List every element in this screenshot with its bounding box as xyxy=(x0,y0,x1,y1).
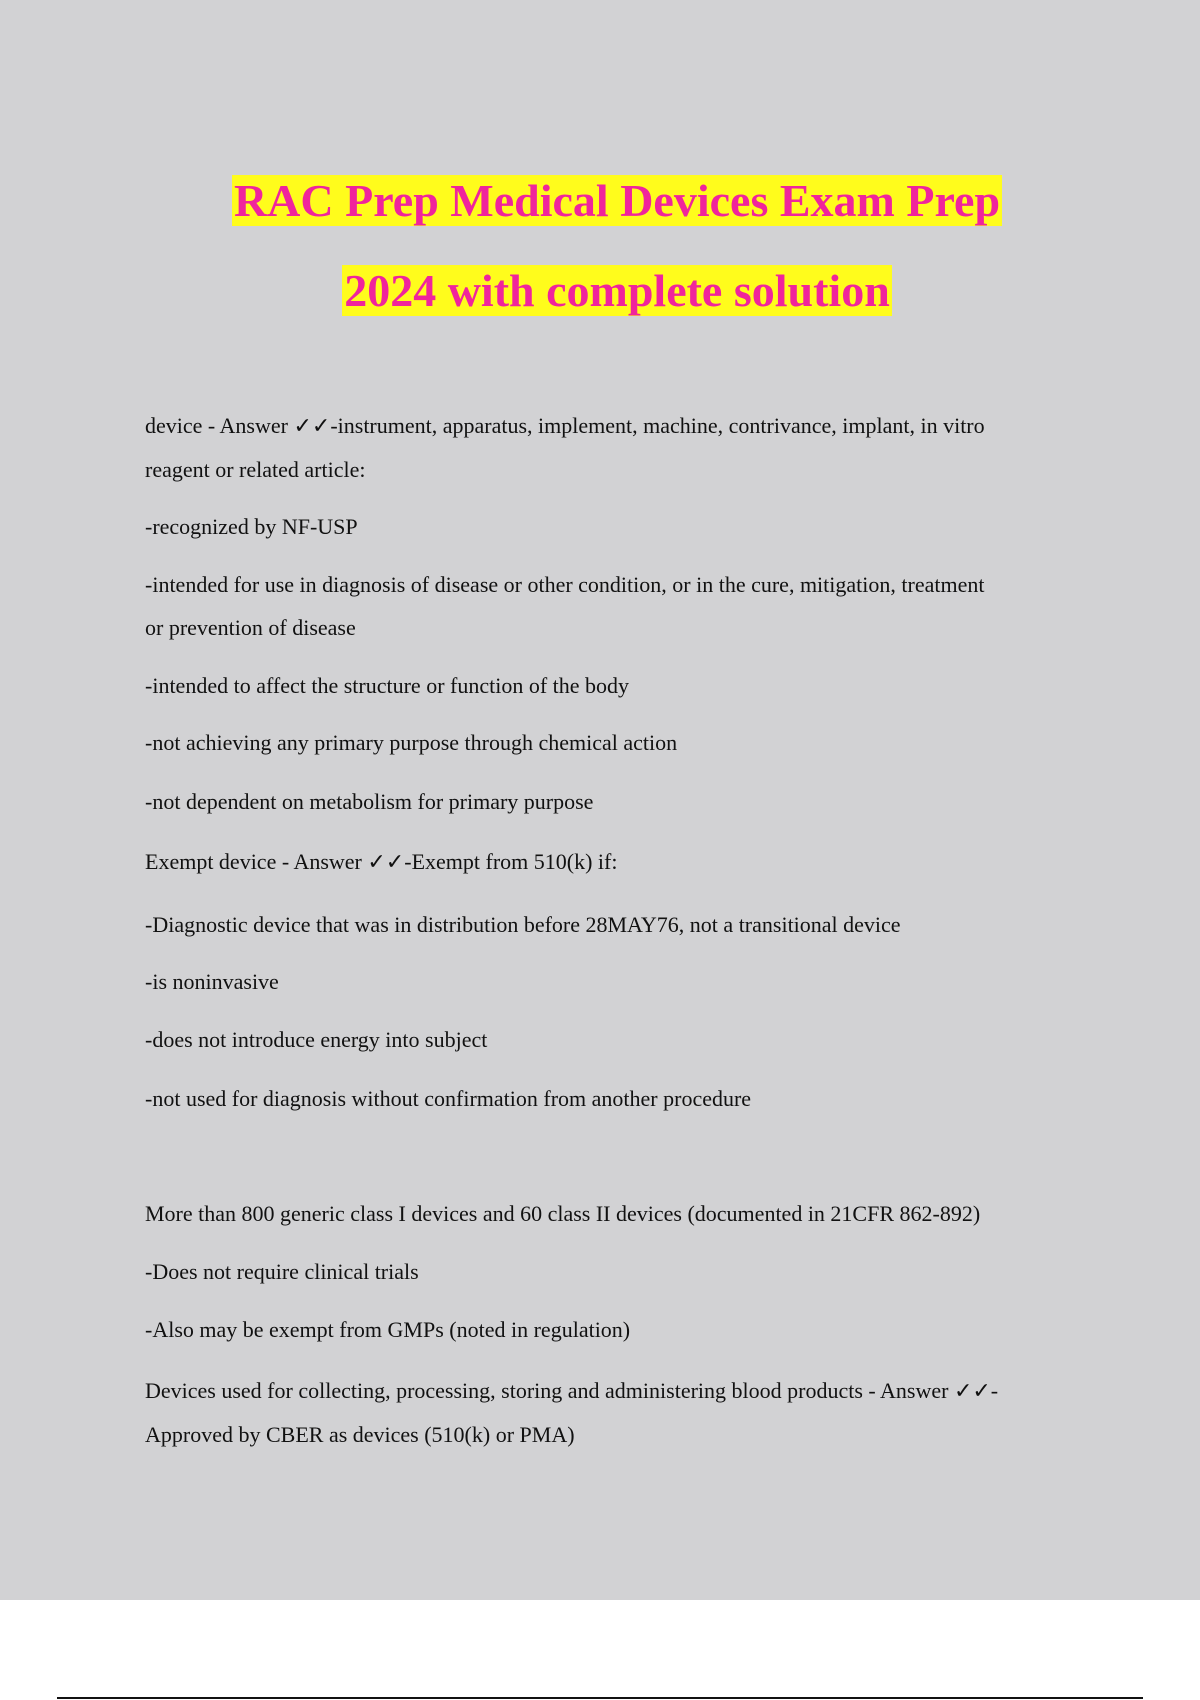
text-line-structure-function: -intended to affect the structure or function of the body xyxy=(145,673,630,698)
text-line-device-definition-cont: reagent or related article: xyxy=(145,457,366,482)
text-line-diagnostic-device: -Diagnostic device that was in distribution before 28MAY76, not a transitional device xyxy=(145,912,901,937)
text-line-clinical-trials: -Does not require clinical trials xyxy=(145,1259,419,1284)
text-line-chemical-action: -not achieving any primary purpose through chemical action xyxy=(145,730,678,755)
document-title-line-2 xyxy=(0,262,1200,320)
document-title-line-1 xyxy=(0,172,1200,230)
title-highlight-1: RAC Prep Medical Devices Exam Prep xyxy=(233,175,1001,226)
text-line-noninvasive: -is noninvasive xyxy=(145,969,279,994)
title-highlight-2: 2024 with complete solution xyxy=(344,265,890,316)
text-line-device-definition: device - Answer ✓✓-instrument, apparatus, implement, machine, contrivance, implant, in vitro xyxy=(145,413,985,438)
text-line-intended-diagnosis-cont: or prevention of disease xyxy=(145,615,356,640)
text-line-gmps: -Also may be exempt from GMPs (noted in regulation) xyxy=(145,1317,631,1342)
text-line-confirmation: -not used for diagnosis without confirmation from another procedure xyxy=(145,1086,752,1111)
text-line-recognized: -recognized by NF-USP xyxy=(145,514,358,539)
text-line-metabolism: -not dependent on metabolism for primary purpose xyxy=(145,789,594,814)
bottom-rule xyxy=(57,1697,1143,1699)
text-line-cber-approval: Approved by CBER as devices (510(k) or PMA) xyxy=(145,1422,575,1447)
text-line-blood-products: Devices used for collecting, processing, storing and administering blood products - Answer ✓✓- xyxy=(145,1378,999,1403)
text-line-intended-diagnosis: -intended for use in diagnosis of disease or other condition, or in the cure, mitigation, treatment xyxy=(145,572,985,597)
text-line-no-energy: -does not introduce energy into subject xyxy=(145,1027,488,1052)
text-line-exempt-device: Exempt device - Answer ✓✓-Exempt from 510(k) if: xyxy=(145,849,618,874)
text-line-class-devices: More than 800 generic class I devices and 60 class II devices (documented in 21CFR 862-892) xyxy=(145,1201,981,1226)
